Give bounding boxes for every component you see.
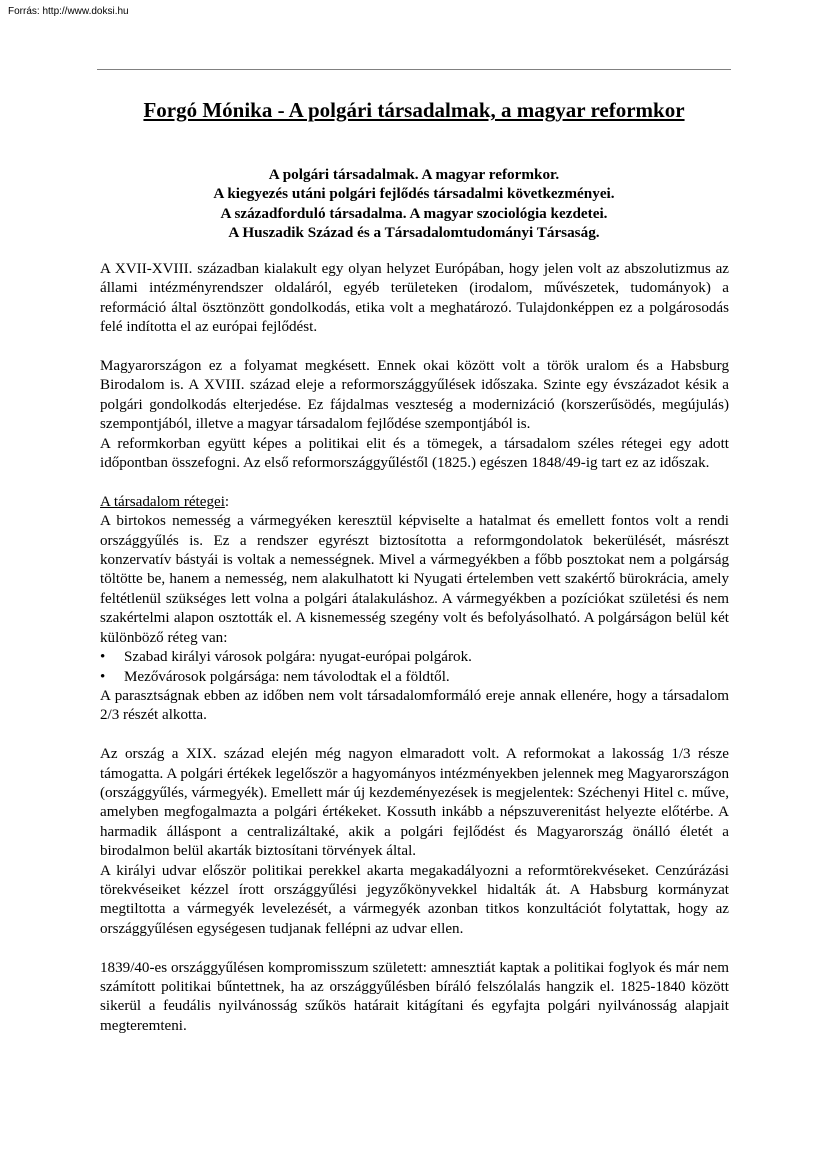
section-heading <box>100 493 729 512</box>
list-item-text: Mezővárosok polgársága: nem távolodtak el a földtől. <box>124 668 450 685</box>
paragraph: A királyi udvar először politikai perekkel akarta megakadályozni a reformtörekvéseket. Cenzúrázási törekvéseiket kézzel írott országgyűlési jegyzőkönyvekkel hidalták át. A Habsburg kormányzat megtiltotta a vármegyék levelezését, a vármegyék azonban titkos konzultációt folytattak, hogy az országgyűlésen egységesen tudjanak fellépni az udvar ellen. <box>100 862 729 937</box>
document-title: Forgó Mónika - A polgári társadalmak, a magyar reformkor <box>143 98 685 122</box>
paragraph: A parasztságnak ebben az időben nem volt társadalomformáló ereje annak ellenére, hogy a társadalom 2/3 részét alkotta. <box>100 687 729 724</box>
paragraph: A birtokos nemesség a vármegyéken keresztül képviselte a hatalmat és emellett fontos volt a rendi országgyűlés is. Ez a rendszer egyrészt biztosította a reformgondolatok bekerülését, másrészt konzervatív bástyái is voltak a nemességnek. Mivel a vármegyékben a főbb posztokat nem a polgárság töltötte be, hanem a nemesség, nem alakulhatott ki Nyugati értelemben vett szakértő bürokrácia, amely feltétlenül szükséges lett volna a polgári átalakuláshoz. A vármegyékben a pozíciókat születési és nem szakértelmi alapon osztották el. A kisnemesség szegény volt és befolyásolható. A polgárságon belül két különböző réteg van: <box>100 513 729 646</box>
subheading: A századforduló társadalma. A magyar szociológia kezdetei. <box>220 204 608 222</box>
list-item-text: Szabad királyi városok polgára: nyugat-európai polgárok. <box>124 649 472 666</box>
subheading: A Huszadik Század és a Társadalomtudományi Társaság. <box>228 224 600 242</box>
bullet-list <box>100 648 729 687</box>
document-body <box>100 260 729 1036</box>
header-rule <box>97 69 731 70</box>
list-item <box>100 648 729 667</box>
section-heading-colon: : <box>224 493 230 510</box>
paragraph: Az ország a XIX. század elején még nagyon elmaradott volt. A reformokat a lakosság 1/3 része támogatta. A polgári értékek legelőször a hagyományos intézményekben jelennek meg Magyarországon (országgyűlés, vármegyék). Emellett már új kezdeményezések is megjelentek: Széchenyi Hitel c. műve, amelyben megfogalmazta a polgári értékeket. Kossuth inkább a népszuverenitást helyezte előtérbe. A harmadik álláspont a centralizáltaké, akik a polgári fejlődést és Magyarország önálló életét a birodalmon belül akarták biztosítani törvények által. <box>100 746 729 860</box>
source-note: Forrás: http://www.doksi.hu <box>8 6 129 17</box>
subheadings <box>97 165 731 243</box>
paragraph: A reformkorban együtt képes a politikai elit és a tömegek, a társadalom széles rétegei egy adott időpontban összefogni. Az első reformországgyűléstől (1825.) egészen 1848/49-ig tart ez az időszak. <box>100 435 729 472</box>
bullet-glyph: • <box>100 668 106 685</box>
bullet-glyph: • <box>100 649 106 666</box>
subheading: A polgári társadalmak. A magyar reformkor. <box>268 166 560 183</box>
paragraph: A XVII-XVIII. században kialakult egy olyan helyzet Európában, hogy jelen volt az abszolutizmus az állami intézményrendszer oldaláról, egyéb területeken (irodalom, művészetek, tudományok) a reformáció által ösztönzött gondolkodás, etika volt a meghatározó. Tulajdonképpen ez a polgárosodás felé indította el az európai fejlődést. <box>100 261 729 336</box>
paragraph: 1839/40-es országgyűlésen kompromisszum született: amnesztiát kaptak a politikai foglyok és már nem számított politikai bűntettnek, ha az országgyűlésben bíráló felszólalás hangzik el. 1825-1840 között sikerül a feudális nyilvánosság szűkös határait kitágítani és egyfajta polgári nyilvánosság alapjait megteremteni. <box>100 959 729 1034</box>
list-item <box>100 668 729 687</box>
subheading: A kiegyezés utáni polgári fejlődés társadalmi következményei. <box>213 185 615 203</box>
section-heading-text: A társadalom rétegei <box>100 493 225 510</box>
paragraph: Magyarországon ez a folyamat megkésett. Ennek okai között volt a török uralom és a Habsburg Birodalom is. A XVIII. század eleje a reformországgyűlések időszaka. Szinte egy évszázadot késik a polgári gondolkodás elterjedése. Ez fájdalmas veszteség a modernizáció (korszerűsödés, megújulás) szempontjából, illetve a magyar társadalom fejlődése szempontjából is. <box>100 358 729 433</box>
